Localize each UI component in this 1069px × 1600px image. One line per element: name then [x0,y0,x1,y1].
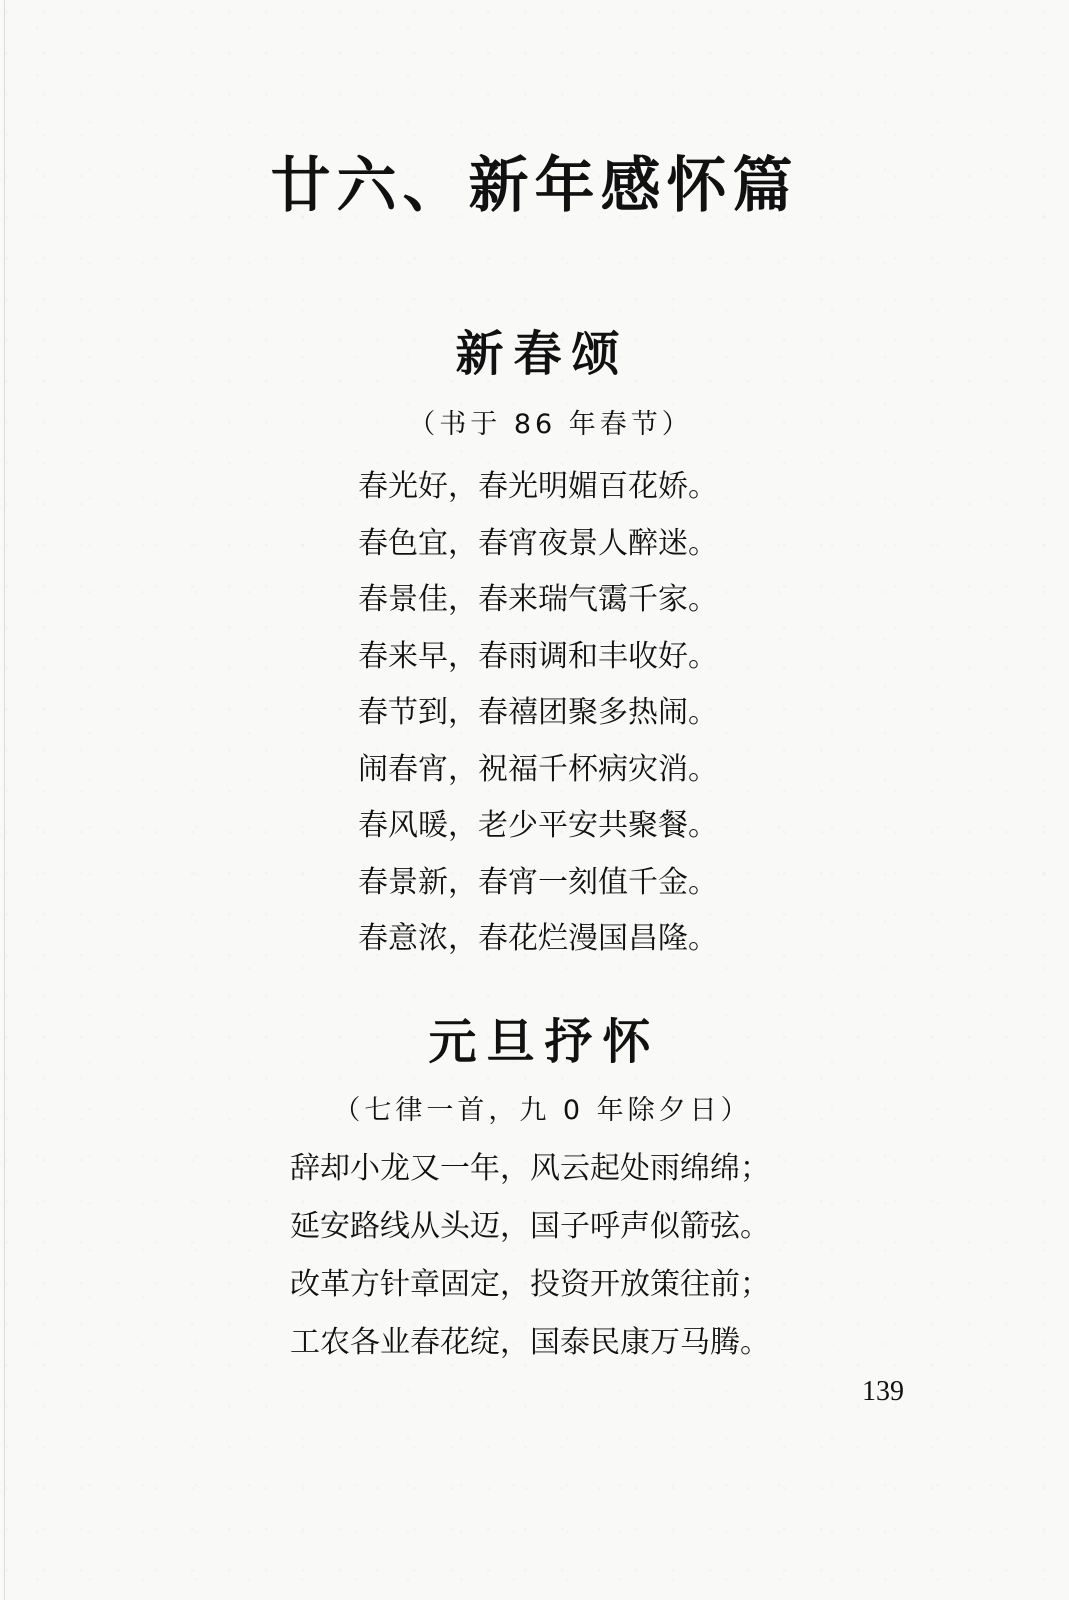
poem-body-yuandanshuhuai [290,1140,770,1372]
poem-title-yuandanshuhuai: 元旦抒怀 [428,1014,661,1070]
page-edge-line [4,0,5,1600]
poem-subtitle-xinchunsong: （书于 86 年春节） [408,409,693,440]
poem-line: 改革方针章固定，投资开放策往前； [290,1267,770,1302]
page-number: 139 [862,1376,904,1407]
poem-line: 春意浓，春花烂漫国昌隆。 [358,921,718,956]
chapter-title: 廿六、新年感怀篇 [270,151,799,221]
poem-line: 春来早，春雨调和丰收好。 [358,638,718,674]
poem-line: 工农各业春花绽，国泰民康万马腾。 [290,1325,770,1360]
poem-line: 春景新，春宵一刻值千金。 [358,864,718,900]
poem-line: 闹春宵，祝福千杯病灾消。 [358,751,718,787]
poem-line: 延安路线从头迈，国子呼声似箭弦。 [290,1209,770,1244]
poem-body-xinchunsong [358,459,718,968]
poem-subtitle-yuandanshuhuai: （七律一首，九 0 年除夕日） [333,1095,752,1126]
poem-title-xinchunsong: 新春颂 [455,326,630,382]
poem-line: 春光好，春光明媚百花娇。 [358,469,718,504]
poem-line: 辞却小龙又一年，风云起处雨绵绵； [290,1151,770,1186]
poem-line: 春色宜，春宵夜景人醉迷。 [358,525,718,561]
poem-line: 春景佳，春来瑞气霭千家。 [358,582,718,617]
poem-line: 春节到，春禧团聚多热闹。 [358,695,718,730]
poem-line: 春风暖，老少平安共聚餐。 [358,808,718,843]
